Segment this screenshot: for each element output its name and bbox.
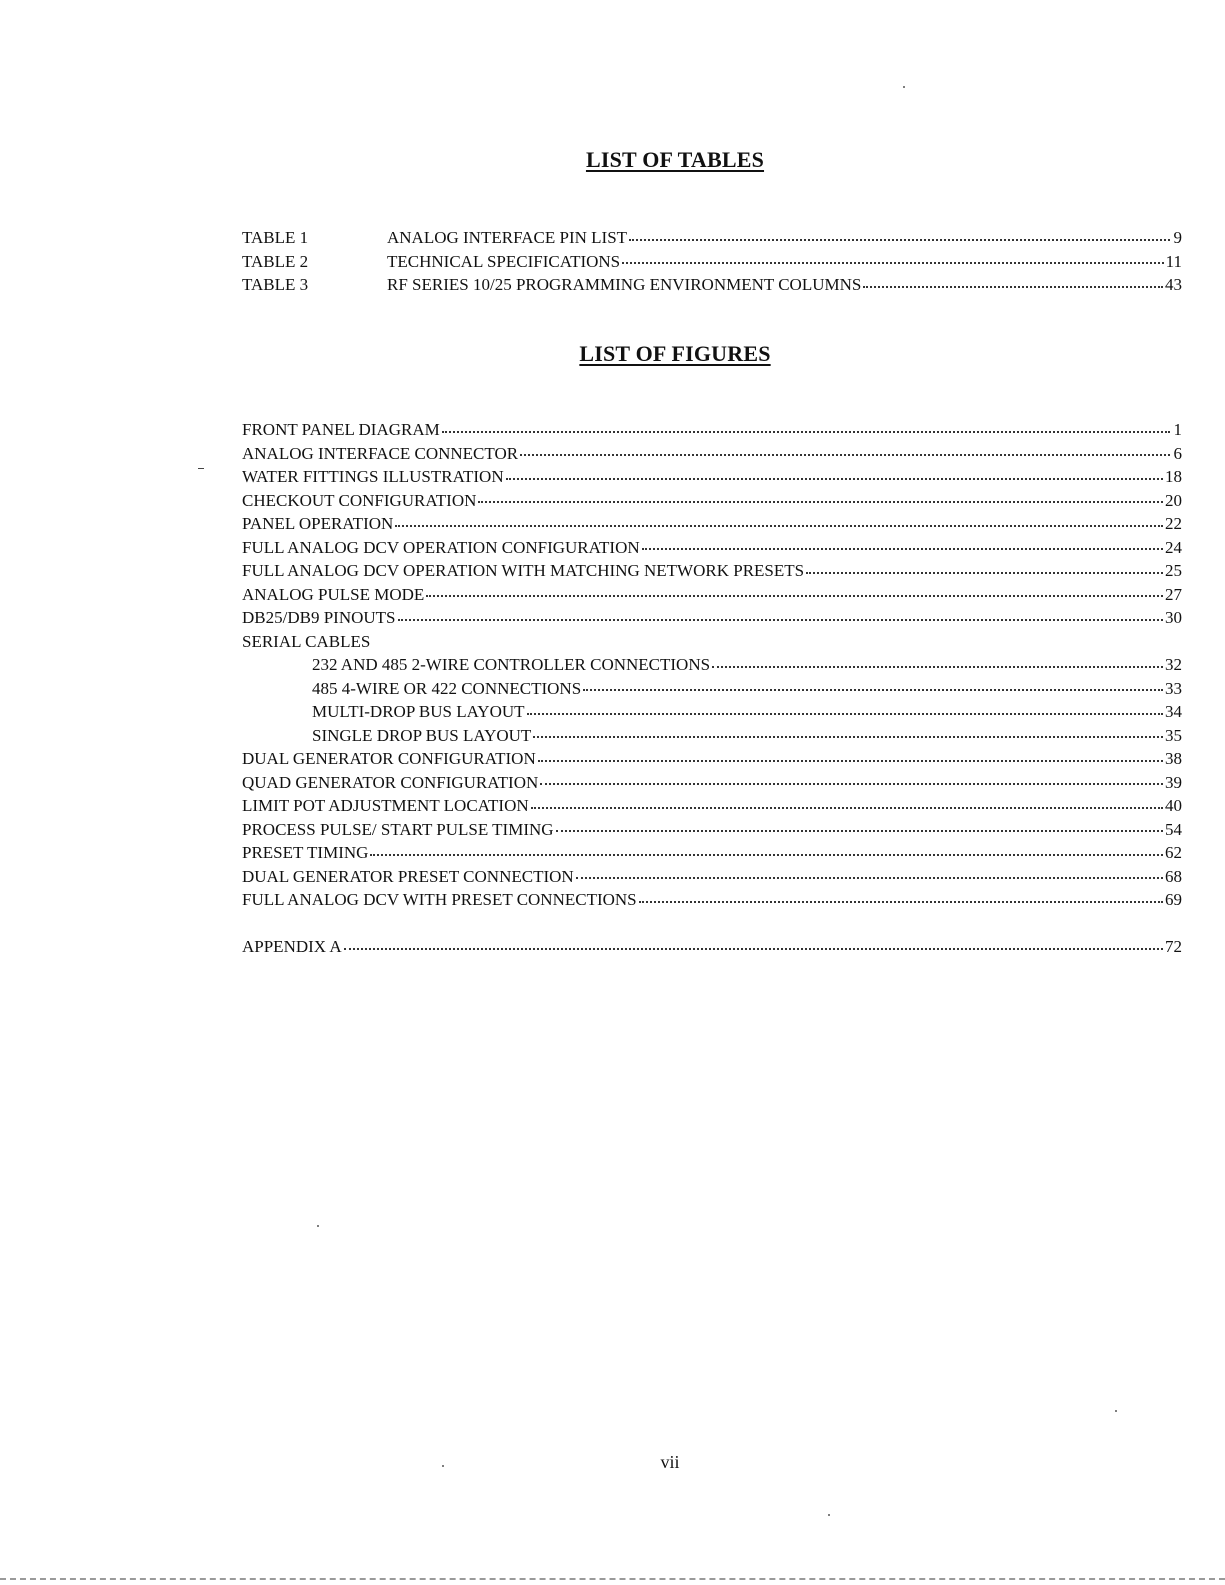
- scan-speck: [903, 86, 905, 88]
- page-number: 20: [1165, 490, 1182, 510]
- page-number: 33: [1165, 678, 1182, 698]
- figure-title: 485 4-WIRE OR 422 CONNECTIONS: [312, 678, 582, 698]
- table-number: TABLE 3: [242, 275, 309, 294]
- figure-title: PANEL OPERATION: [242, 514, 394, 533]
- page-number: 72: [1165, 937, 1182, 956]
- dot-leader: [533, 735, 1163, 738]
- list-of-figures-heading: LIST OF FIGURES: [579, 341, 771, 366]
- figure-title: DB25/DB9 PINOUTS: [242, 608, 396, 627]
- page-number: 24: [1165, 537, 1182, 557]
- dot-leader: [370, 853, 1163, 856]
- toc-row: [242, 818, 1182, 842]
- figure-title: CHECKOUT CONFIGURATION: [242, 490, 477, 510]
- toc-row: [242, 653, 1182, 677]
- dot-leader: [395, 524, 1163, 527]
- page-number: 18: [1165, 467, 1182, 486]
- toc-row: [242, 677, 1182, 701]
- page-number: 1: [1173, 420, 1182, 439]
- scan-speck: [828, 1514, 830, 1516]
- toc-row: [242, 536, 1182, 560]
- page-folio: vii: [660, 1452, 680, 1472]
- figure-title: DUAL GENERATOR CONFIGURATION: [242, 749, 536, 768]
- table-number: TABLE 1: [242, 228, 309, 247]
- dot-leader: [863, 285, 1163, 288]
- toc-row: [242, 606, 1182, 630]
- figure-title: FULL ANALOG DCV OPERATION CONFIGURATION: [242, 537, 640, 557]
- toc-row: [242, 559, 1182, 583]
- figure-title: 232 AND 485 2-WIRE CONTROLLER CONNECTIONS: [312, 655, 711, 674]
- figure-title: PROCESS PULSE/ START PULSE TIMING: [242, 819, 554, 839]
- page-number: 43: [1165, 275, 1182, 294]
- margin-mark: [198, 468, 204, 469]
- page-number: 6: [1173, 443, 1182, 463]
- toc-row: [242, 724, 1182, 748]
- toc-row: [242, 250, 1182, 274]
- toc-row: [242, 465, 1182, 489]
- page-number: 68: [1165, 866, 1182, 886]
- figure-title: WATER FITTINGS ILLUSTRATION: [242, 467, 504, 486]
- page-number: 39: [1165, 772, 1182, 792]
- toc-row: [242, 747, 1182, 771]
- appendix-title: APPENDIX A: [242, 937, 342, 956]
- figure-title: FULL ANALOG DCV OPERATION WITH MATCHING NETWORK PRESETS: [242, 561, 805, 580]
- figure-title: PRESET TIMING: [242, 843, 369, 862]
- toc-row: [242, 865, 1182, 889]
- figure-title: FRONT PANEL DIAGRAM: [242, 420, 440, 439]
- dot-leader: [540, 782, 1163, 785]
- toc-row: [242, 771, 1182, 795]
- scan-speck: [1115, 1410, 1117, 1412]
- toc-row: [242, 512, 1182, 536]
- toc-row: [242, 700, 1182, 724]
- table-number: TABLE 2: [242, 251, 309, 271]
- toc-row: [242, 935, 1182, 959]
- figure-title: DUAL GENERATOR PRESET CONNECTION: [242, 866, 574, 886]
- dot-leader: [576, 876, 1163, 879]
- table-title: RF SERIES 10/25 PROGRAMMING ENVIRONMENT COLUMNS: [387, 275, 862, 294]
- page-bottom-edge: [0, 1578, 1225, 1580]
- dot-leader: [583, 688, 1163, 691]
- dot-leader: [520, 453, 1170, 456]
- dot-leader: [629, 238, 1170, 241]
- page-number: 38: [1165, 749, 1182, 768]
- dot-leader: [642, 547, 1163, 550]
- toc-row: [242, 583, 1182, 607]
- table-title: ANALOG INTERFACE PIN LIST: [387, 228, 628, 247]
- toc-row: [242, 442, 1182, 466]
- tables-list: [242, 226, 1182, 297]
- dot-leader: [639, 900, 1163, 903]
- dot-leader: [556, 829, 1163, 832]
- figure-title: SINGLE DROP BUS LAYOUT: [312, 725, 532, 745]
- list-of-tables-heading: LIST OF TABLES: [585, 147, 765, 172]
- table-title: TECHNICAL SPECIFICATIONS: [387, 251, 621, 271]
- appendix-list: [242, 935, 1182, 959]
- page-number: 11: [1165, 251, 1182, 271]
- dot-leader: [538, 759, 1163, 762]
- page-number: 32: [1165, 655, 1182, 674]
- page-number: 22: [1165, 514, 1182, 533]
- dot-leader: [527, 712, 1163, 715]
- dot-leader: [622, 261, 1163, 264]
- dot-leader: [506, 477, 1163, 480]
- page-number: 27: [1165, 584, 1182, 604]
- toc-row: [242, 888, 1182, 912]
- toc-row: [242, 418, 1182, 442]
- figure-title: QUAD GENERATOR CONFIGURATION: [242, 772, 539, 792]
- toc-row: [242, 489, 1182, 513]
- page-number: 69: [1165, 890, 1182, 909]
- figure-title: ANALOG PULSE MODE: [242, 584, 425, 604]
- dot-leader: [426, 594, 1163, 597]
- dot-leader: [398, 618, 1164, 621]
- toc-row: [242, 841, 1182, 865]
- figure-title: MULTI-DROP BUS LAYOUT: [312, 702, 525, 721]
- toc-row: [242, 794, 1182, 818]
- dot-leader: [806, 571, 1163, 574]
- toc-row: [242, 273, 1182, 297]
- page-number: 25: [1165, 561, 1182, 580]
- scan-speck: [442, 1465, 444, 1467]
- figure-title: FULL ANALOG DCV WITH PRESET CONNECTIONS: [242, 890, 637, 909]
- page-number: 34: [1165, 702, 1182, 721]
- toc-row: [242, 226, 1182, 250]
- figure-title: ANALOG INTERFACE CONNECTOR: [242, 443, 519, 463]
- page-number: 54: [1165, 819, 1182, 839]
- figures-list: [242, 418, 1182, 912]
- dot-leader: [478, 500, 1163, 503]
- dot-leader: [531, 806, 1163, 809]
- figure-title: LIMIT POT ADJUSTMENT LOCATION: [242, 796, 529, 815]
- page-number: 62: [1165, 843, 1182, 862]
- page-number: 9: [1173, 228, 1182, 247]
- dot-leader: [712, 665, 1163, 668]
- scan-speck: [317, 1225, 319, 1227]
- dot-leader: [344, 947, 1163, 950]
- toc-group-heading: [242, 630, 1182, 654]
- page-number: 35: [1165, 725, 1182, 745]
- dot-leader: [442, 430, 1170, 433]
- figure-group-title: SERIAL CABLES: [242, 631, 371, 651]
- page-number: 30: [1165, 608, 1182, 627]
- page-number: 40: [1165, 796, 1182, 815]
